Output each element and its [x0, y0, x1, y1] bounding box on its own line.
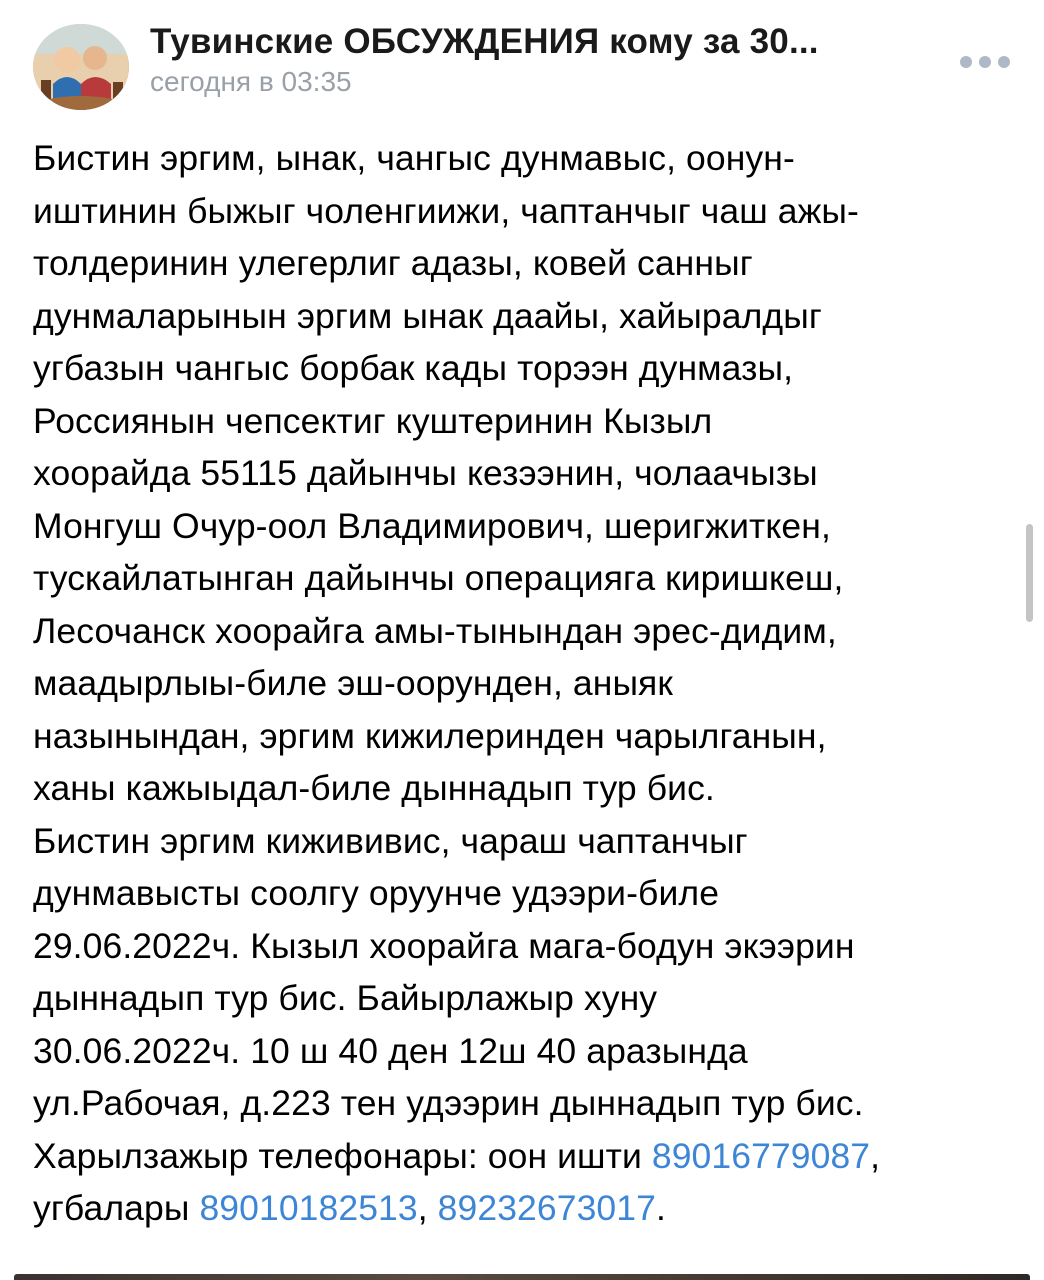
post-line: дунмаларынын эргим ынак даайы, хайыралдыг: [33, 295, 822, 336]
post-text: [33, 132, 1018, 1235]
sisters-label: угбалары: [33, 1188, 200, 1228]
post-line: ханы кажыыдал-биле дыннадып тур бис.: [33, 768, 715, 808]
post-line: Лесочанск хоорайга амы-тынындан эрес-дидим,: [33, 610, 837, 651]
post-time[interactable]: сегодня в 03:35: [150, 66, 352, 97]
post-line: назынындан, эргим кижилеринден чарылганын,: [33, 715, 827, 756]
post-line: иштинин быжыг чоленгиижи, чаптанчыг чаш ажы-: [33, 190, 859, 231]
post-line: дыннадып тур бис. Байырлажыр хуну: [33, 978, 658, 1018]
next-post-edge: [14, 1274, 1030, 1280]
phone-link-1[interactable]: 89016779087: [651, 1135, 871, 1176]
phone-link-3[interactable]: 89232673017: [437, 1188, 656, 1228]
dot: [979, 56, 991, 68]
post-line: 29.06.2022ч. Кызыл хоорайга мага-бодун экээрин: [33, 925, 855, 966]
post-line: Монгуш Очур-оол Владимирович, шеригжиткен,: [33, 505, 831, 546]
post-line: хоорайда 55115 дайынчы кезээнин, чолаачызы: [33, 453, 818, 493]
post-line: толдеринин улегерлиг адазы, ковей санныг: [33, 243, 753, 283]
post-line: дунмавысты соолгу оруунче удээри-биле: [33, 873, 720, 913]
comma: ,: [417, 1188, 438, 1228]
dot: [998, 56, 1010, 68]
group-avatar-photo-icon: [33, 24, 129, 110]
sisters-phones-line: [33, 1182, 1018, 1235]
phones-line: [33, 1130, 1018, 1183]
post-line: ул.Рабочая, д.223 тен удээрин дыннадып тур бис.: [33, 1083, 864, 1123]
post-line: Бистин эргим, ынак, чангыс дунмавыс, оонун-: [33, 138, 795, 178]
post-line: Бистин эргим кижививис, чараш чаптанчыг: [33, 820, 748, 861]
post-line: маадырлыы-биле эш-оорунден, аныяк: [33, 663, 674, 703]
phones-label: Харылзажыр телефонары: оон ишти: [33, 1135, 652, 1176]
post-line: угбазын чангыс борбак кады торээн дунмазы,: [33, 348, 794, 388]
period: .: [655, 1188, 666, 1228]
post-line: тускайлатынган дайынчы операцияга киришкеш,: [33, 558, 844, 598]
dot: [960, 56, 972, 68]
ellipsis-icon[interactable]: [960, 52, 1010, 72]
post-header: [0, 0, 1044, 124]
post-line: Россиянын чепсектиг куштеринин Кызыл: [33, 400, 713, 441]
post-line: 30.06.2022ч. 10 ш 40 ден 12ш 40 аразында: [33, 1030, 748, 1071]
group-name[interactable]: Тувинские ОБСУЖДЕНИЯ кому за 30...: [150, 22, 819, 61]
scrollbar[interactable]: [1026, 524, 1033, 622]
group-avatar[interactable]: [33, 24, 129, 110]
comma: ,: [870, 1135, 881, 1176]
phone-link-2[interactable]: 89010182513: [199, 1188, 418, 1228]
